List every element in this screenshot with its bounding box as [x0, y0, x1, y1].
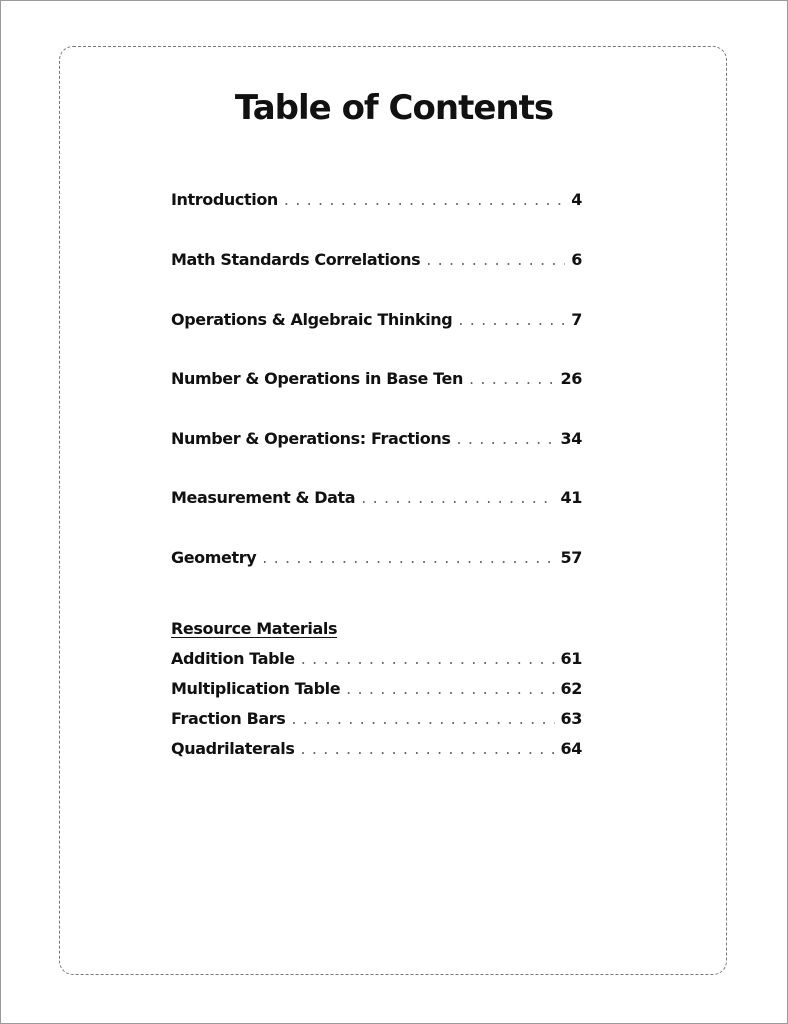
toc-entry-fraction-bars: [171, 709, 582, 733]
toc-entry-fractions: [171, 429, 582, 453]
toc-entry-math-standards: [171, 250, 582, 274]
toc-entry-page: 62: [560, 679, 582, 698]
toc-entry-label: Math Standards Correlations: [171, 250, 421, 269]
toc-entry-label: Number & Operations in Base Ten: [171, 369, 463, 388]
toc-entry-page: 34: [560, 429, 582, 448]
toc-entry-page: 7: [571, 310, 582, 329]
toc-entry-page: 57: [560, 548, 582, 567]
toc-entry-page: 63: [560, 709, 582, 728]
toc-entry-quadrilaterals: [171, 739, 582, 763]
dot-leader: [458, 310, 565, 329]
resource-materials-heading: Resource Materials: [171, 619, 338, 638]
dot-leader: [301, 649, 555, 668]
toc-entry-page: 61: [560, 649, 582, 668]
toc-entry-multiplication-table: [171, 679, 582, 703]
dot-leader: [456, 429, 554, 448]
toc-entry-label: Quadrilaterals: [171, 739, 295, 758]
toc-entry-label: Measurement & Data: [171, 488, 356, 507]
toc-entry-introduction: [171, 190, 582, 214]
toc-entry-operations-algebraic: [171, 310, 582, 334]
page-title: Table of Contents: [234, 88, 554, 128]
toc-entry-geometry: [171, 548, 582, 572]
toc-entry-addition-table: [171, 649, 582, 673]
toc-entry-page: 64: [560, 739, 582, 758]
toc-entry-label: Addition Table: [171, 649, 295, 668]
toc-entry-page: 4: [571, 190, 582, 209]
toc-entry-label: Geometry: [171, 548, 257, 567]
dot-leader: [284, 190, 565, 209]
toc-entry-page: 41: [560, 488, 582, 507]
toc-entry-page: 26: [560, 369, 582, 388]
toc-entry-measurement-data: [171, 488, 582, 512]
dot-leader: [361, 488, 554, 507]
toc-entry-label: Multiplication Table: [171, 679, 341, 698]
toc-entry-label: Operations & Algebraic Thinking: [171, 310, 453, 329]
toc-entry-page: 6: [571, 250, 582, 269]
dot-leader: [262, 548, 554, 567]
dot-leader: [426, 250, 565, 269]
toc-entry-base-ten: [171, 369, 582, 393]
dot-leader: [346, 679, 554, 698]
toc-entry-label: Introduction: [171, 190, 278, 209]
dot-leader: [469, 369, 555, 388]
toc-entry-label: Fraction Bars: [171, 709, 286, 728]
dot-leader: [291, 709, 554, 728]
dot-leader: [301, 739, 555, 758]
toc-entry-label: Number & Operations: Fractions: [171, 429, 451, 448]
